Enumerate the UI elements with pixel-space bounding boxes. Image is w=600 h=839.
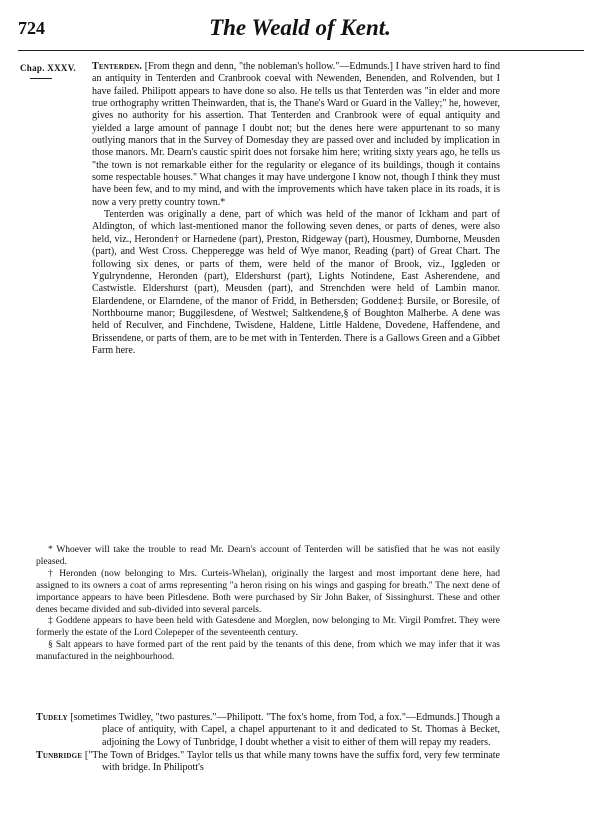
- footnotes: [36, 545, 500, 664]
- entry-tunbridge: [36, 750, 500, 775]
- footnote: * Whoever will take the trouble to read Mr. Dearn's account of Tenterden will be satisfied that he was not easily pleased.: [36, 545, 500, 567]
- entry-headword: Tudely: [36, 712, 68, 723]
- footnote: § Salt appears to have formed part of the rent paid by the tenants of this dene, from which we may infer that it was manufactured in the neighbourhood.: [36, 640, 500, 663]
- entry-headword: Tunbridge: [36, 749, 83, 761]
- margin-dash: [30, 78, 52, 79]
- entry-text-1: [From thegn and denn, "the nobleman's hollow."—Edmunds.] I have striven hard to find an antiquity in Tenterden and Cranbrook coeval with Newenden, Benenden, and Rolvenden, but I have failed. Philipott appears to have done so also. He tells us that Tenterden was "in elder and more true orthography written Theinwarden, that is, the Thane's Ward or Guard in the Valley;" he, however, gives no authority for his assertion. That Tenterden and Cranbrook were of equal antiquity and yielded a large amount of pannage I doubt not; but the denes here were appurtenant to so many outlying manors that in the Survey of Domesday they are passed over and included by implication in those manors. Mr. Dearn's caustic spirit does not forsake him here; writing sixty years ago, he tells us "the town is not remarkable either for the regularity or elegance of its buildings, though it contains some respectable houses." What changes it may have undergone I know not, though I think they must have been few, and to my mind, and with the improvements which have taken place in its roads, it is now a very pretty country town.*: [92, 61, 500, 208]
- entry-paragraph-1: [92, 61, 500, 209]
- entry-paragraph-2: [92, 209, 500, 357]
- running-title: The Weald of Kent.: [209, 15, 391, 40]
- footnote: † Heronden (now belonging to Mrs. Curteis-Whelan), originally the largest and most important dene here, had assigned to its owners a coat of arms representing "a heron rising on his wings and gasping for breath." The next dene of importance appears to have been Pitlesdene. Both were purchased by Sir John Baker, of Sissinghurst. These and other denes became divided and sub-divided into several parcels.: [36, 568, 500, 615]
- main-entry: [92, 61, 500, 357]
- later-entries: [36, 712, 500, 775]
- entry-text-2: Tenterden was originally a dene, part of which was held of the manor of Ickham and part of Aldington, of which last-mentioned manor the following seven denes, or parts of denes, were also held, viz., Heronden† or Harnedene (part), Preston, Ridgeway (part), Housmey, Dumborne, Meusden (part), and West Cross. Chepperegge was held of Wye manor, Reading (part) of Great Chart. The following six denes, or parts of them, were held of the manor of Brook, viz., Iggleden or Ygulryndenne, Heronden (part), Eldershurst (part), Lights Notindene, East Asherendene, and Castwistle. Eldershurst (part), Meusden (part), and Strenchden were held of Lambin manor. Elardendene, or Elarndene, of the manor of Fridd, in Bethersden; Goddene‡ Bursile, or Boresile, of Northbourne manor; Buggilesdene, of Westwel; Saltkendene,§ of Boughton Malherbe. A dene was held of Reculver, and Finchdene, Twisdene, Haldene, Little Haldene, Dovedene, Haffendene, and Brissendene, or parts of them, are to be met with in Tenterden. There is a Gallows Green and a Gibbet Farm here.: [92, 209, 500, 356]
- footnote: ‡ Goddene appears to have been held with Gatesdene and Morglen, now belonging to Mr. Virgil Pomfret. They were formerly the estate of the Lord Colepeper of the seventeenth century.: [36, 616, 500, 639]
- entry-tudely: [36, 712, 500, 749]
- header-rule: [18, 50, 584, 51]
- chapter-margin-note: Chap. XXXV.: [20, 63, 76, 73]
- entry-text: [sometimes Twidley, "two pastures."—Philipott. "The fox's home, from Tod, a fox."—Edmunds.] Though a place of antiquity, with Capel, a chapel appurtenant to it and dedicated to St. Thomas à Becket, adjoining the Lowy of Tunbridge, I doubt whether a visit to either of them will repay my readers.: [70, 712, 500, 748]
- entry-text: ["The Town of Bridges." Taylor tells us that while many towns have the suffix ford, very few terminate with bridge. In Philipott's: [84, 749, 500, 774]
- page-header: [14, 14, 586, 44]
- entry-headword: Tenterden.: [92, 61, 143, 72]
- page-number: 724: [18, 18, 45, 38]
